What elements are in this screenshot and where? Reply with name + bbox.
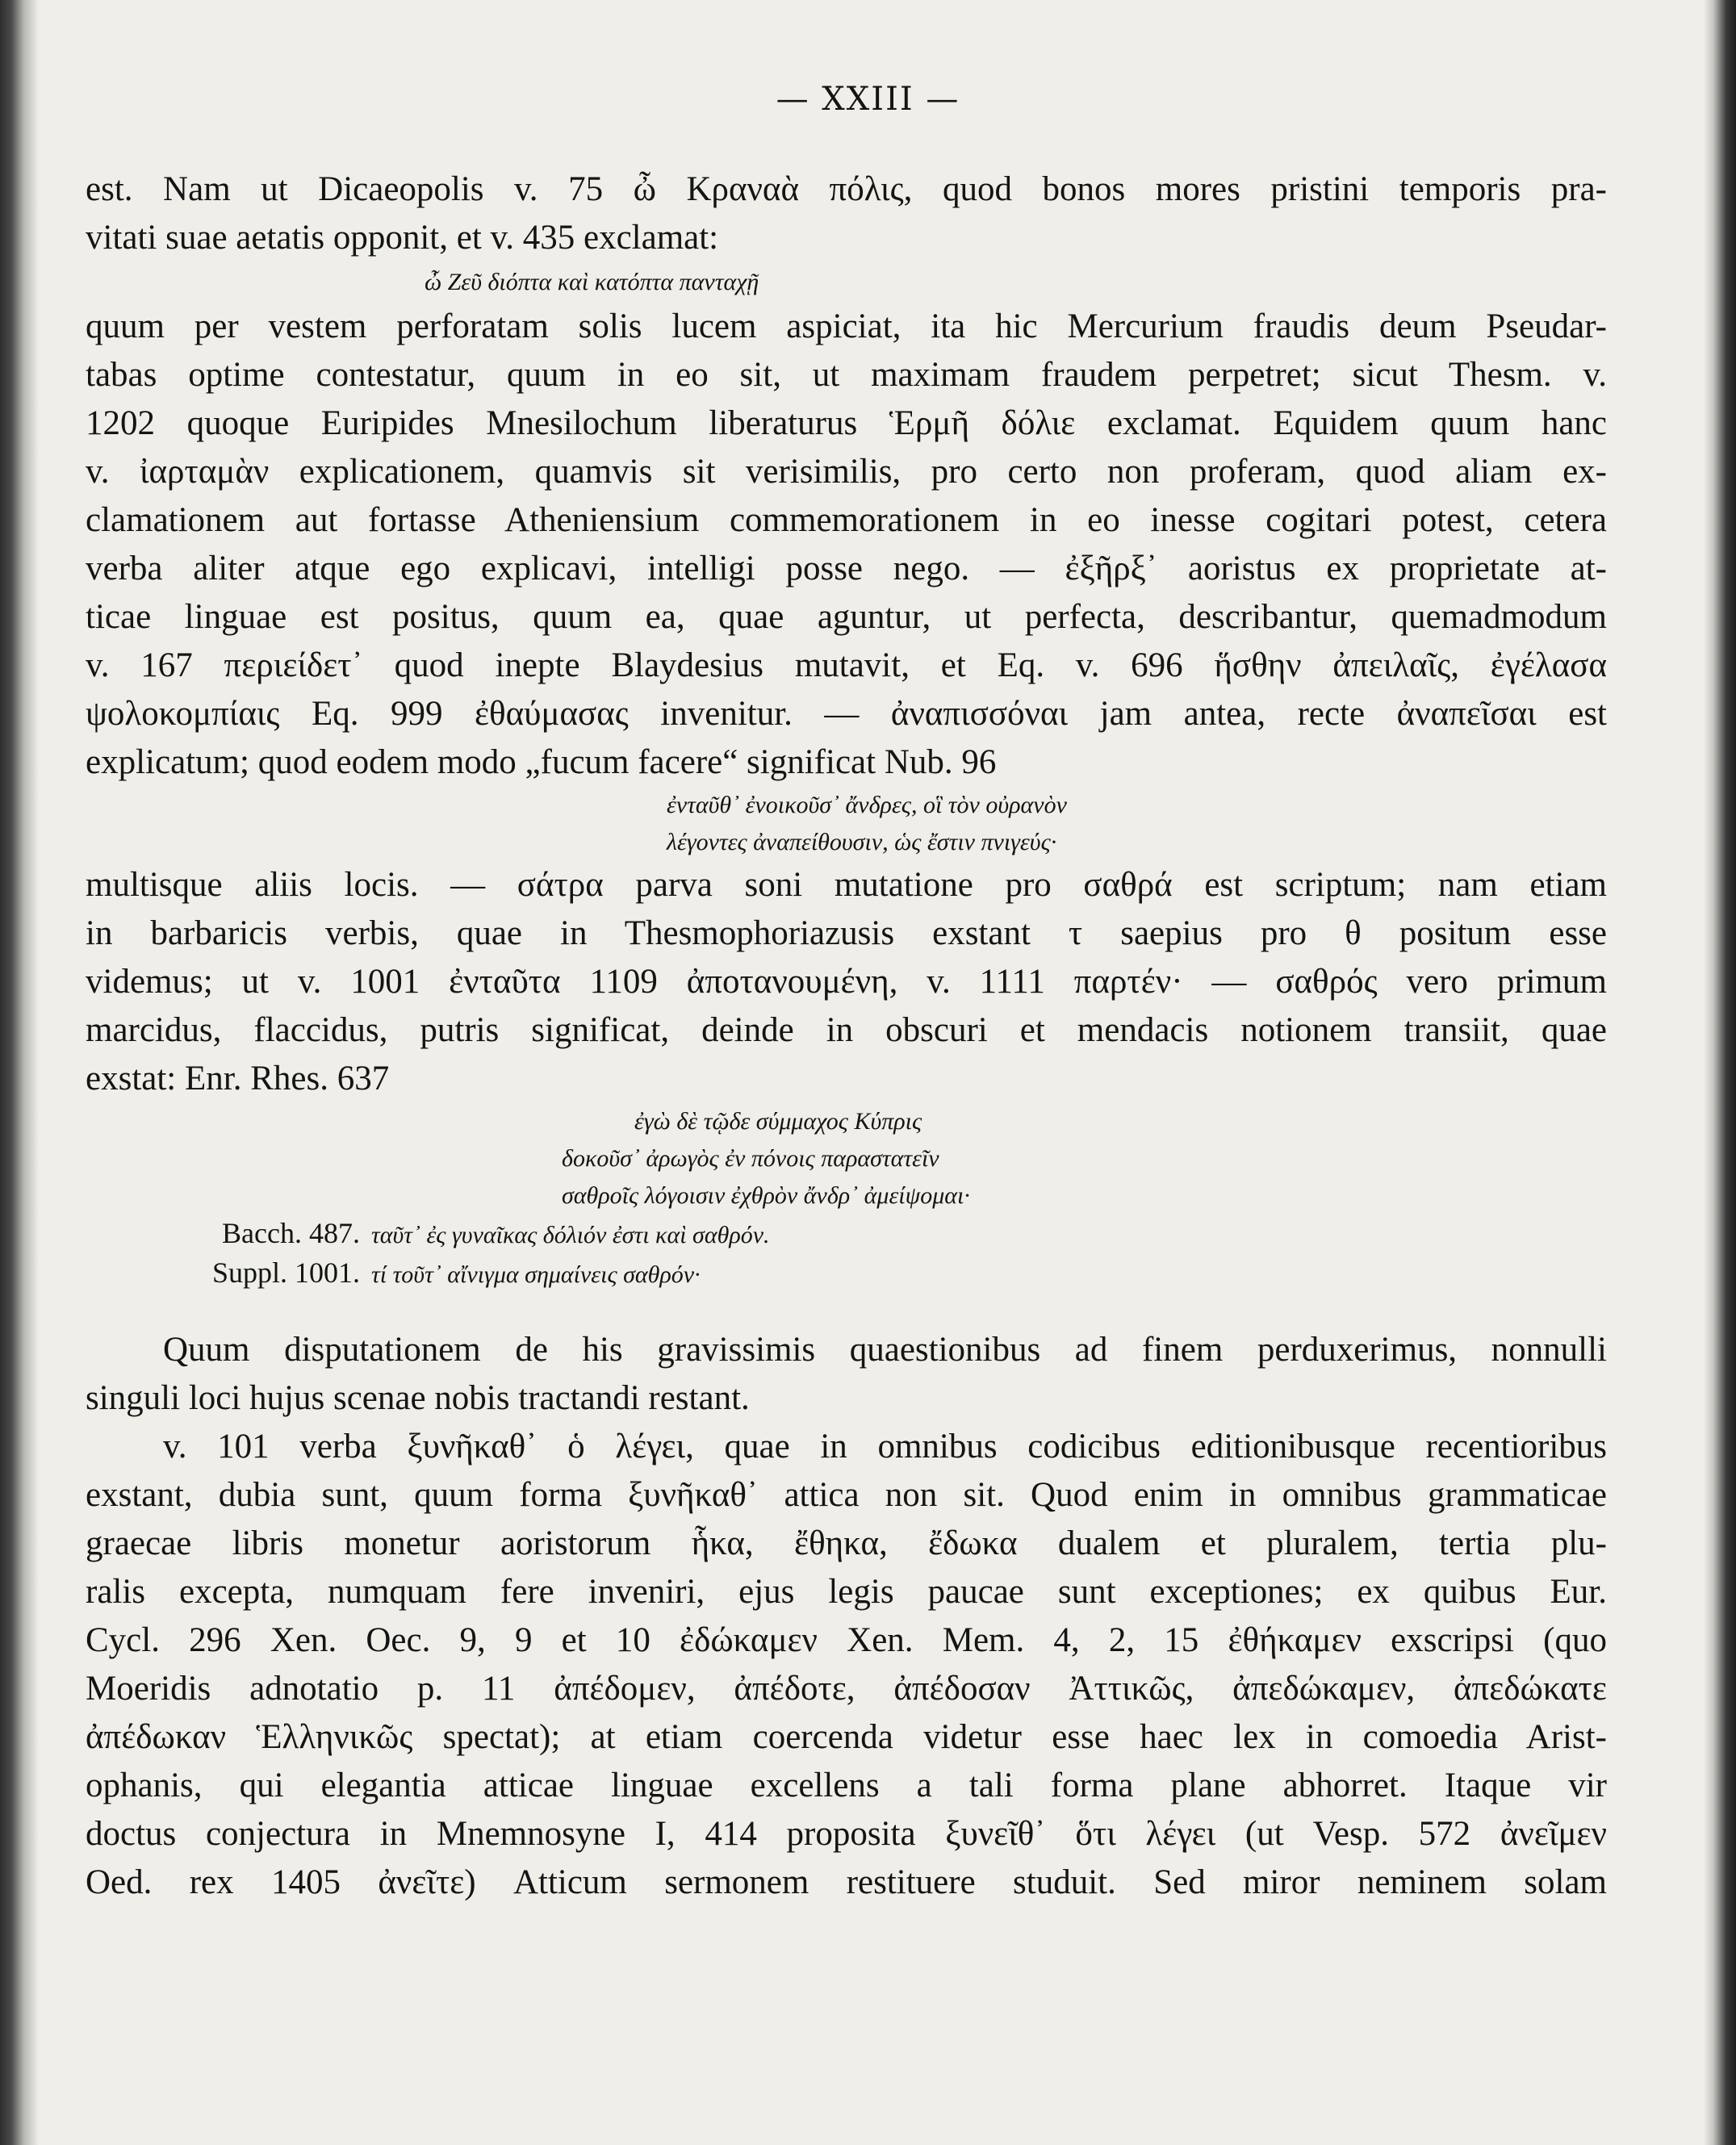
text-line: ψολοκομπίαις Eq. 999 ἐθαύμασας invenitur. — ἀναπισσόναι jam antea, recte ἀναπεῖσαι est	[86, 695, 1607, 733]
verse-quote: ὦ Ζεῦ διόπτα καὶ κατόπτα πανταχῇ	[425, 269, 759, 295]
verse-quote: δοκοῦσ᾽ ἀρωγὸς ἐν πόνοις παραστατεῖν	[562, 1145, 939, 1172]
scan-edge-left	[0, 0, 39, 2145]
quote-text: ταῦτ᾽ ἐς γυναῖκας δόλιόν ἐστι καὶ σαθρόν.	[371, 1222, 770, 1248]
text-line: singuli loci hujus scenae nobis tractandi restant.	[86, 1379, 750, 1417]
text-line: multisque aliis locis. — σάτρα parva soni mutatione pro σαθρά est scriptum; nam etiam	[86, 866, 1607, 904]
verse-quote	[86, 1254, 1607, 1294]
text-line: exstat: Enr. Rhes. 637	[86, 1060, 390, 1098]
text-line: explicatum; quod eodem modo „fucum facere“ significat Nub. 96	[86, 743, 997, 781]
text-line: v. 167 περιείδετ᾽ quod inepte Blaydesius mutavit, et Eq. v. 696 ἥσθην ἀπειλαῖς, ἐγέλασα	[86, 646, 1607, 684]
verse-quote	[86, 1215, 1607, 1254]
text-line: graecae libris monetur aoristorum ἧκα, ἔθηκα, ἔδωκα dualem et pluralem, tertia plu-	[86, 1524, 1607, 1562]
text-line: verba aliter atque ego explicavi, intelligi posse nego. — ἐξῆρξ᾽ aoristus ex proprietate at-	[86, 550, 1607, 587]
text-line: quum per vestem perforatam solis lucem aspiciat, ita hic Mercurium fraudis deum Pseudar-	[86, 307, 1607, 345]
quote-reference: Bacch. 487.	[222, 1217, 360, 1249]
verse-quote: λέγοντες ἀναπείθουσιν, ὡς ἔστιν πνιγεύς·	[667, 829, 1057, 855]
text-line: Quum disputationem de his gravissimis quaestionibus ad finem perduxerimus, nonnulli	[163, 1331, 1607, 1369]
text-line: Oed. rex 1405 ἀνεῖτε) Atticum sermonem restituere studuit. Sed miror neminem solam	[86, 1863, 1607, 1901]
text-line: 1202 quoque Euripides Mnesilochum liberaturus Ἑρμῆ δόλιε exclamat. Equidem quum hanc	[86, 404, 1607, 442]
verse-quote: ἐνταῦθ᾽ ἐνοικοῦσ᾽ ἄνδρες, οἳ τὸν οὐρανὸν	[667, 792, 1067, 818]
quote-reference: Suppl. 1001.	[211, 1256, 360, 1289]
text-line: v. 101 verba ξυνῆκαθ᾽ ὁ λέγει, quae in omnibus codicibus editionibusque recentioribus	[163, 1428, 1607, 1466]
text-line: exstant, dubia sunt, quum forma ξυνῆκαθ᾽ attica non sit. Quod enim in omnibus grammaticae	[86, 1476, 1607, 1514]
text-line: in barbaricis verbis, quae in Thesmophoriazusis exstant τ saepius pro θ positum esse	[86, 914, 1607, 952]
text-line: doctus conjectura in Mnemnosyne I, 414 proposita ξυνεῖθ᾽ ὅτι λέγει (ut Vesp. 572 ἀνεῖμεν	[86, 1815, 1607, 1853]
text-line: tabas optime contestatur, quum in eo sit, ut maximam fraudem perpetret; sicut Thesm. v.	[86, 356, 1607, 394]
text-line: Moeridis adnotatio p. 11 ἀπέδομεν, ἀπέδοτε, ἀπέδοσαν Ἀττικῶς, ἀπεδώκαμεν, ἀπεδώκατε	[86, 1670, 1607, 1708]
quote-text: τί τοῦτ᾽ αἴνιγμα σημαίνεις σαθρόν·	[371, 1261, 701, 1288]
text-line: marcidus, flaccidus, putris significat, deinde in obscuri et mendacis notionem transiit, quae	[86, 1011, 1607, 1049]
text-line: v. ἰαρταμὰν explicationem, quamvis sit verisimilis, pro certo non proferam, quod aliam ex-	[86, 453, 1607, 491]
text-line: ophanis, qui elegantia atticae linguae excellens a tali forma plane abhorret. Itaque vir	[86, 1767, 1607, 1804]
text-line: clamationem aut fortasse Atheniensium commemorationem in eo inesse cogitari potest, cetera	[86, 501, 1607, 539]
verse-quote: σαθροῖς λόγοισιν ἐχθρὸν ἄνδρ᾽ ἀμείψομαι·	[562, 1182, 970, 1209]
text-line: ralis excepta, numquam fere inveniri, ejus legis paucae sunt exceptiones; ex quibus Eur.	[86, 1573, 1607, 1611]
text-line: videmus; ut v. 1001 ἐνταῦτα 1109 ἀποτανουμένη, v. 1111 παρτέν· — σαθρός vero primum	[86, 963, 1607, 1001]
text-line: est. Nam ut Dicaeopolis v. 75 ὦ Κραναὰ πόλις, quod bonos mores pristini temporis pra-	[86, 170, 1607, 208]
text-line: Cycl. 296 Xen. Oec. 9, 9 et 10 ἐδώκαμεν Xen. Mem. 4, 2, 15 ἐθήκαμεν exscripsi (quo	[86, 1621, 1607, 1659]
text-line: ἀπέδωκαν Ἑλληνικῶς spectat); at etiam coercenda videtur esse haec lex in comoedia Arist-	[86, 1718, 1607, 1756]
page-body	[86, 165, 1607, 1907]
page-number: — XXIII —	[776, 81, 960, 118]
text-line: ticae linguae est positus, quum ea, quae aguntur, ut perfecta, describantur, quemadmodum	[86, 598, 1607, 636]
text-line: vitati suae aetatis opponit, et v. 435 exclamat:	[86, 219, 719, 257]
scan-edge-right	[1704, 0, 1736, 2145]
verse-quote: ἐγὼ δὲ τῷδε σύμμαχος Κύπρις	[634, 1108, 922, 1135]
